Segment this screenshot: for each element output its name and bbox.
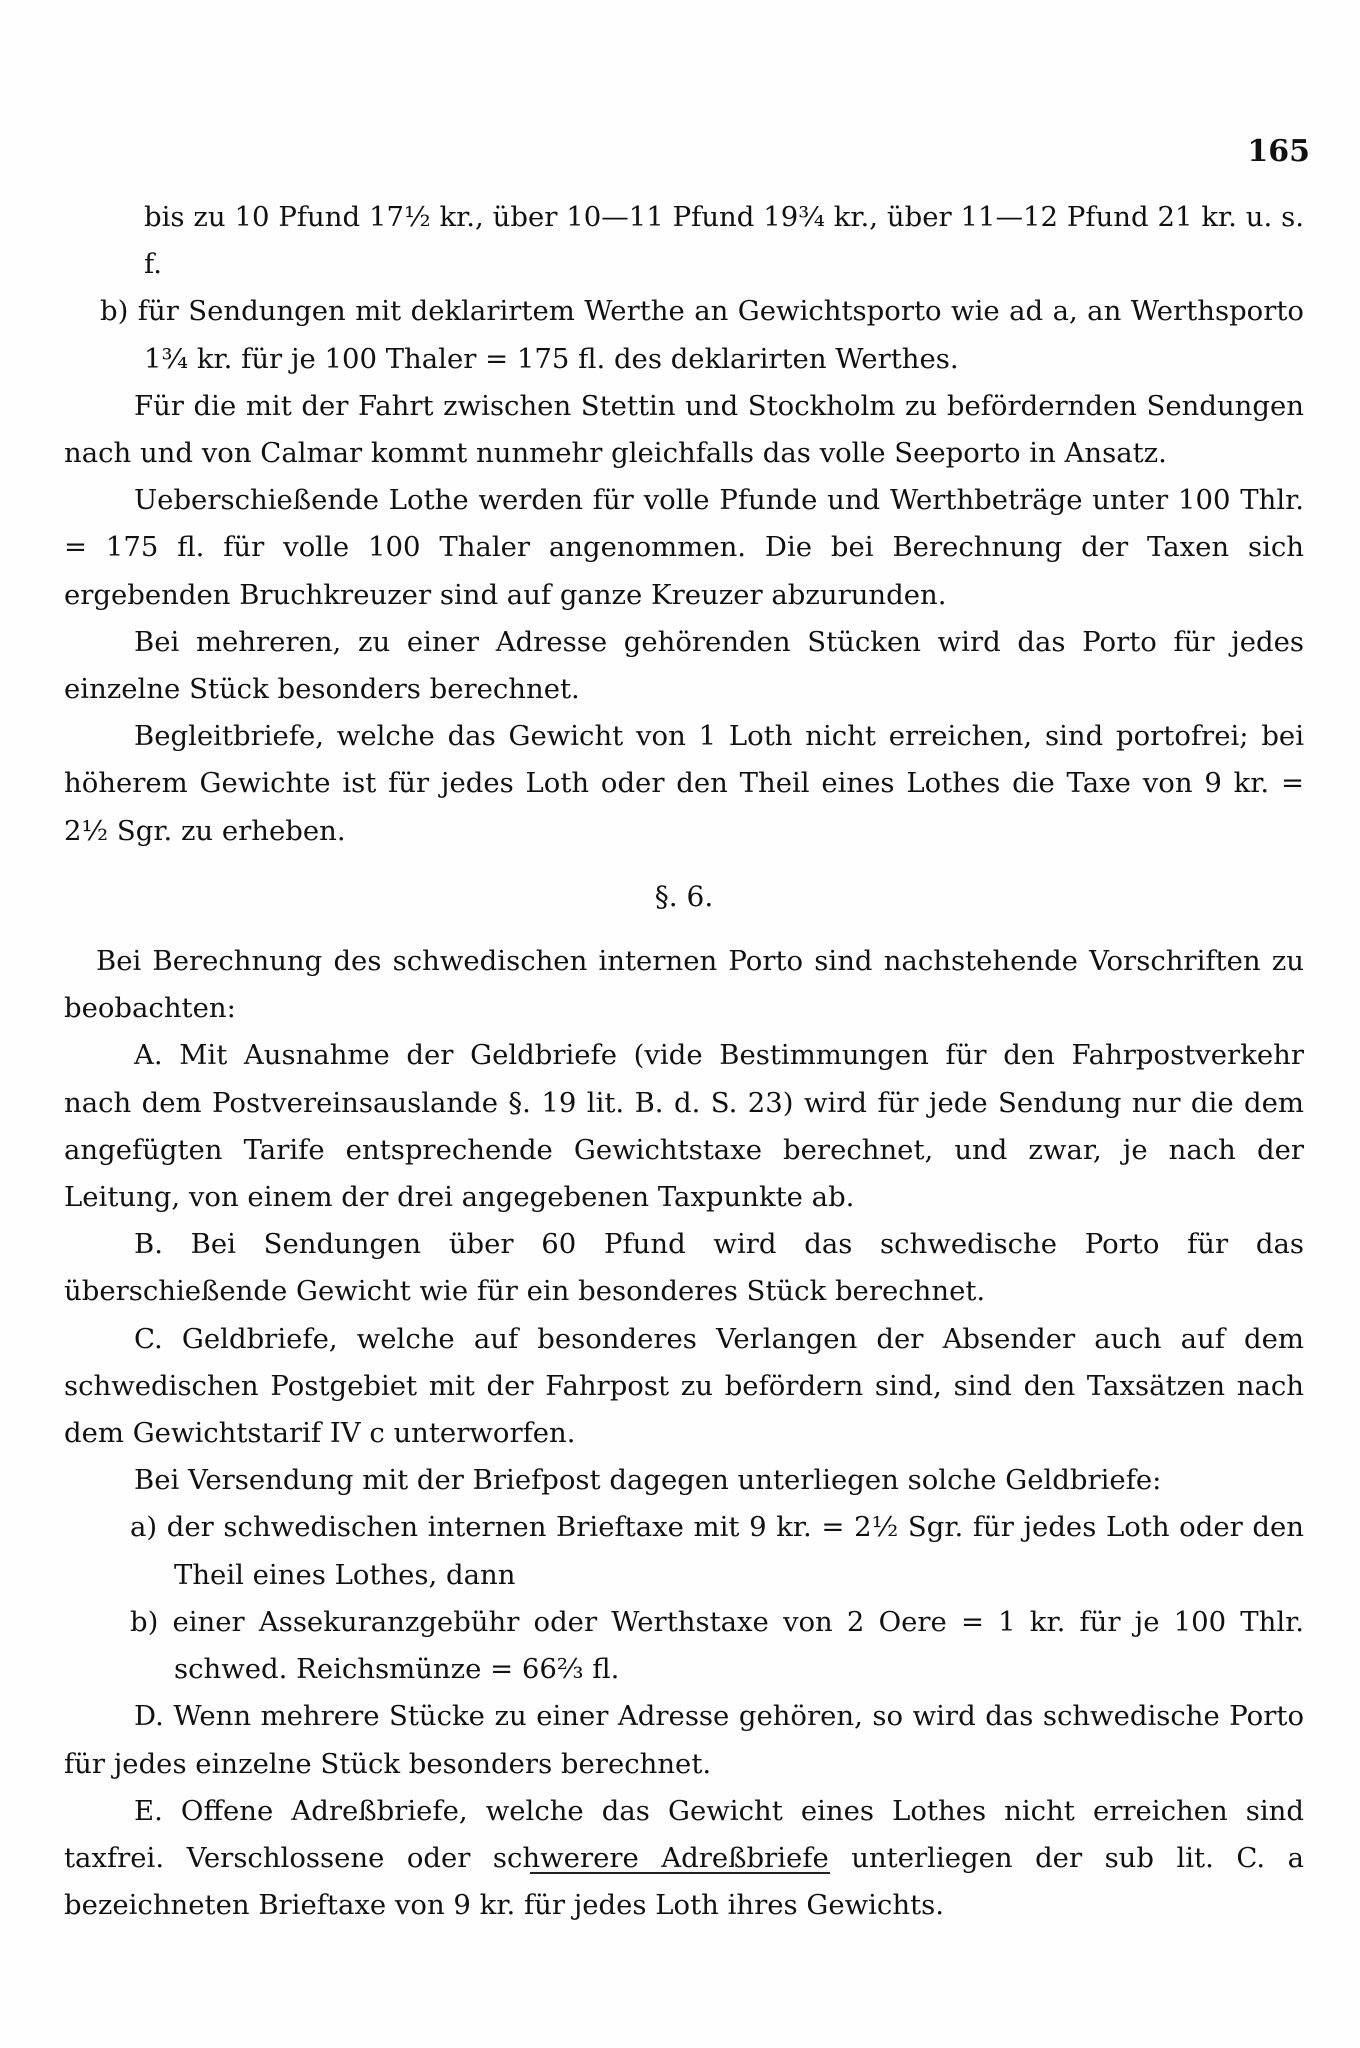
paragraph-lothe: Ueberschießende Lothe werden für volle Pfunde und Werthbeträge unter 100 Thlr. = 175 fl. für volle 100 Thaler angenommen. Die bei Berechnung der Taxen sich ergebenden Bruchkreuzer sind auf ganze Kreuzer abzurunden.	[64, 484, 1304, 611]
section-item-a: A. Mit Ausnahme der Geldbriefe (vide Bestimmungen für den Fahrpostverkehr nach dem Postvereinsauslande §. 19 lit. B. d. S. 23) wird für jede Sendung nur die dem angefügten Tarife entsprechende Gewichtstaxe berechnet, und zwar, je nach der Leitung, von einem der drei angegebenen Taxpunkte ab.	[64, 1039, 1304, 1214]
page-number: 165	[1247, 134, 1310, 169]
section-item-c: C. Geldbriefe, welche auf besonderes Verlangen der Absender auch auf dem schwedischen Postgebiet mit der Fahrpost zu befördern sind, sind den Taxsätzen nach dem Gewichtstarif IV c unterworfen.	[64, 1322, 1304, 1450]
paragraph-mehreren: Bei mehreren, zu einer Adresse gehörenden Stücken wird das Porto für jedes einzelne Stück besonders berechnet.	[64, 625, 1304, 706]
section-item-e: E. Offene Adreßbriefe, welche das Gewicht eines Lothes nicht erreichen sind taxfrei. Verschlossene oder schwerere Adreßbriefe unterliegen der sub lit. C. a bezeichneten Brieftaxe von 9 kr. für jedes Loth ihres Gewichts.	[64, 1794, 1304, 1922]
paragraph-item-b: b) für Sendungen mit deklarirtem Werthe an Gewichtsporto wie ad a, an Werthsporto 1¾ kr. für je 100 Thaler = 175 fl. des deklarirten Werthes.	[100, 295, 1304, 375]
section-intro: Bei Berechnung des schwedischen internen Porto sind nachstehende Vorschriften zu beobachten:	[64, 945, 1304, 1025]
section-briefpost: Bei Versendung mit der Briefpost dagegen unterliegen solche Geldbriefe:	[134, 1464, 1162, 1497]
paragraph-begleitbriefe: Begleitbriefe, welche das Gewicht von 1 Loth nicht erreichen, sind portofrei; bei höherem Gewichte ist für jedes Loth oder den Theil eines Lothes die Taxe von 9 kr. = 2½ Sgr. zu erheben.	[64, 720, 1304, 847]
section-item-b: B. Bei Sendungen über 60 Pfund wird das schwedische Porto für das überschießende Gewicht wie für ein besonderes Stück berechnet.	[64, 1228, 1304, 1308]
body-text	[64, 194, 1304, 1929]
section-subitem-b: b) einer Assekuranzgebühr oder Werthstaxe von 2 Oere = 1 kr. für je 100 Thlr. schwed. Reichsmünze = 66⅔ fl.	[130, 1605, 1304, 1686]
paragraph-continuation: bis zu 10 Pfund 17½ kr., über 10—11 Pfund 19¾ kr., über 11—12 Pfund 21 kr. u. s. f.	[144, 201, 1304, 281]
paragraph-stettin: Für die mit der Fahrt zwischen Stettin und Stockholm zu befördernden Sendungen nach und von Calmar kommt nunmehr gleichfalls das volle Seeporto in Ansatz.	[64, 389, 1304, 470]
section-item-d: D. Wenn mehrere Stücke zu einer Adresse gehören, so wird das schwedische Porto für jedes einzelne Stück besonders berechnet.	[64, 1700, 1304, 1780]
section-subitem-a: a) der schwedischen internen Brieftaxe mit 9 kr. = 2½ Sgr. für jedes Loth oder den Theil eines Lothes, dann	[130, 1511, 1304, 1591]
section-heading: §. 6.	[654, 879, 714, 913]
closing-rule	[530, 1872, 830, 1874]
